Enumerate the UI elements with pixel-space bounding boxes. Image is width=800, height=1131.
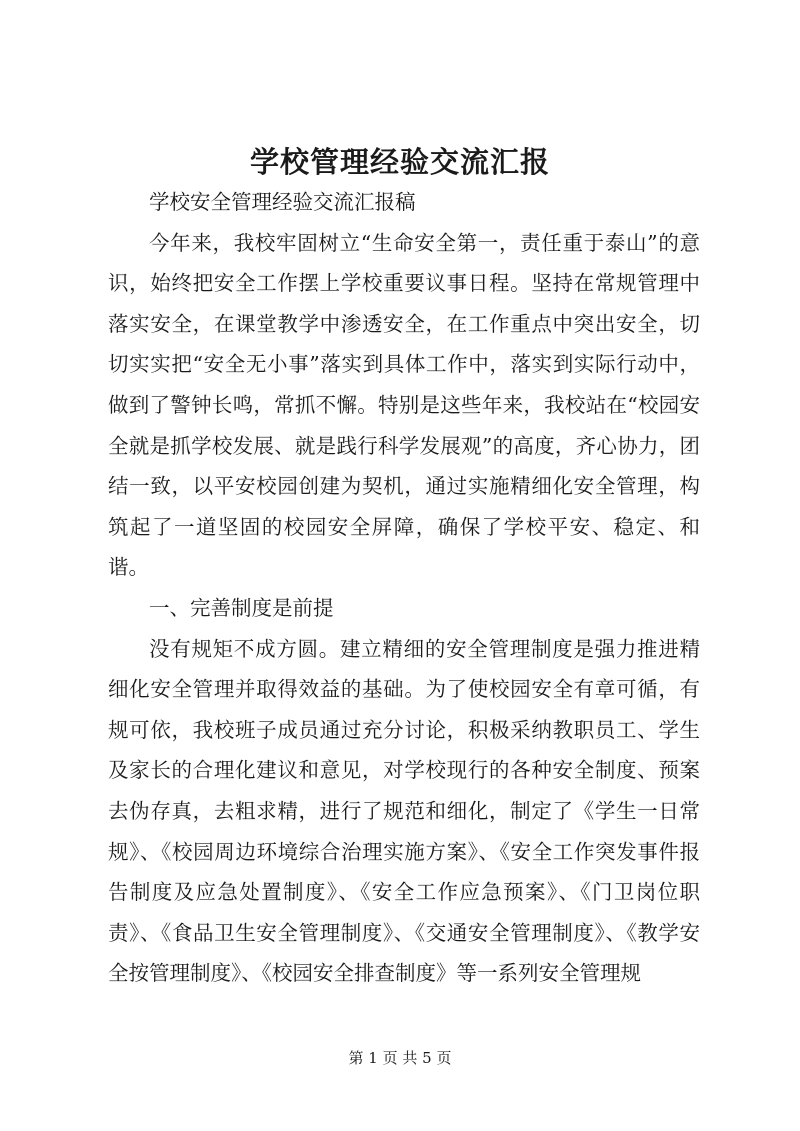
page-footer: 第 1 页 共 5 页 <box>348 1049 452 1067</box>
body-paragraph: 今年来，我校牢固树立“生命安全第一，责任重于泰山”的意识，始终把安全工作摆上学校重要议事日程。坚持在常规管理中落实安全，在课堂教学中渗透安全，在工作重点中突出安全，切切实实把“安全无小事”落实到具体工作中，落实到实际行动中，做到了警钟长鸣，常抓不懈。特别是这些年来，我校站在“校园安全就是抓学校发展、就是践行科学发展观”的高度，齐心协力，团结一致，以平安校园创建为契机，通过实施精细化安全管理，构筑起了一道坚固的校园安全屏障，确保了学校平安、稳定、和谐。 <box>108 230 700 580</box>
body-paragraph: 没有规矩不成方圆。建立精细的安全管理制度是强力推进精细化安全管理并取得效益的基础。为了使校园安全有章可循，有规可依，我校班子成员通过充分讨论，积极采纳教职员工、学生及家长的合理化建议和意见，对学校现行的各种安全制度、预案去伪存真，去粗求精，进行了规范和细化，制定了《学生一日常规》、《校园周边环境综合治理实施方案》、《安全工作突发事件报告制度及应急处置制度》、《安全工作应急预案》、《门卫岗位职责》、《食品卫生安全管理制度》、《交通安全管理制度》、《教学安全按管理制度》、《校园安全排查制度》等一系列安全管理规 <box>108 636 700 986</box>
document-body <box>108 182 700 994</box>
document-title: 学校管理经验交流汇报 <box>249 145 550 179</box>
document-subtitle: 学校安全管理经验交流汇报稿 <box>149 190 416 214</box>
section-heading: 一、完善制度是前提 <box>149 595 334 620</box>
